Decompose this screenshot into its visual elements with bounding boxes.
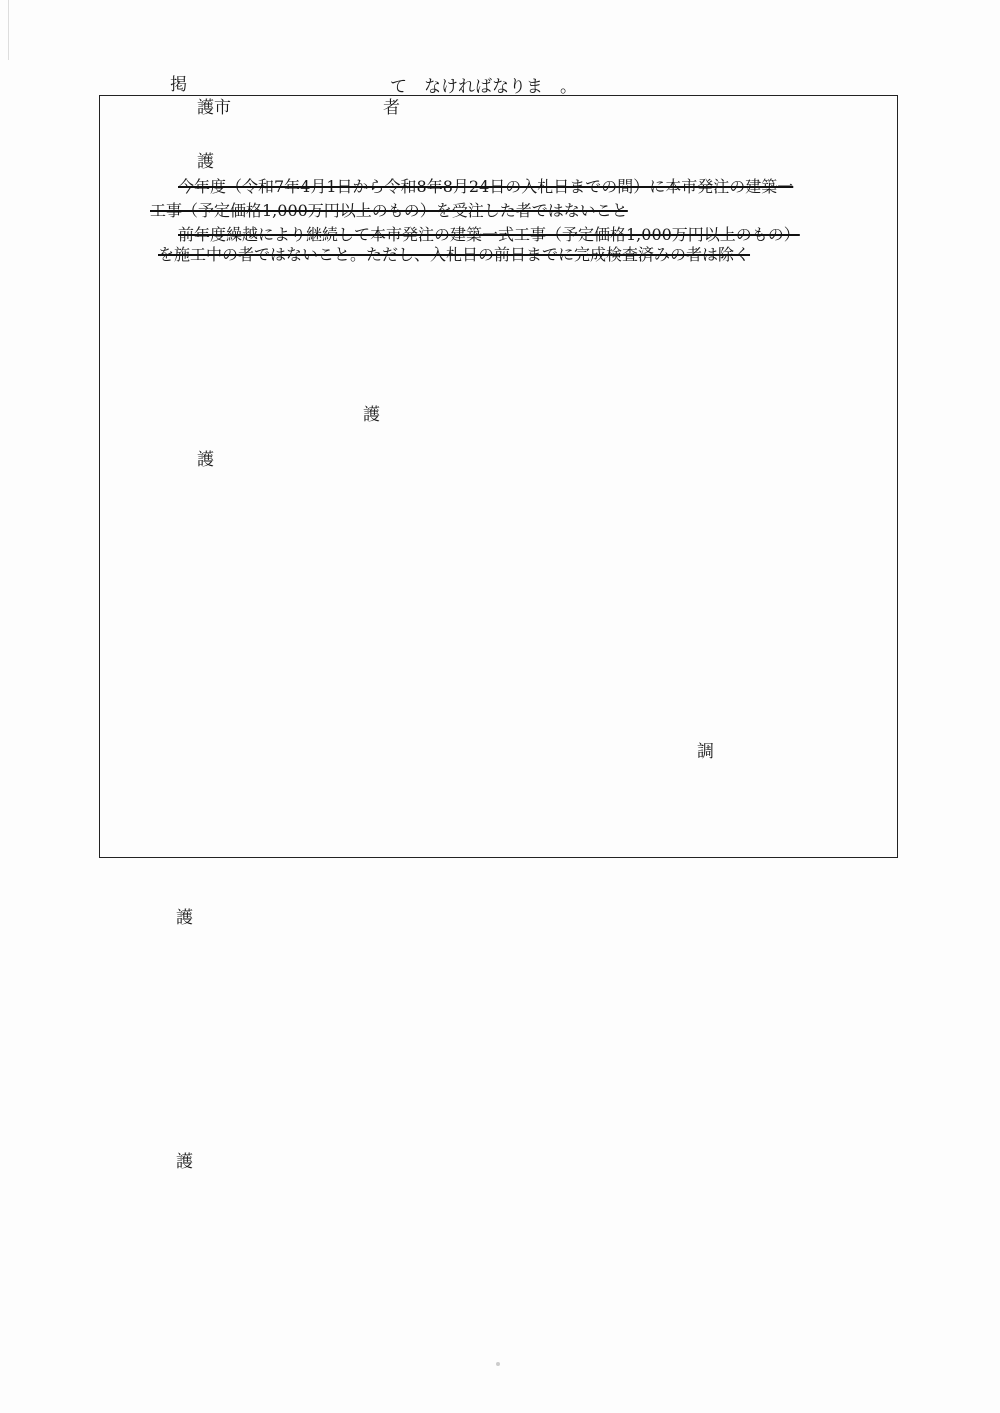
box-mark-3: 護 — [197, 450, 214, 470]
struck-condition-1b: 工事（予定価格1,000万円以上のもの）を受注した者ではないこと — [150, 201, 628, 220]
header-char: 掲 — [170, 75, 187, 95]
box-mark-2: 護 — [363, 405, 380, 425]
below-mark-2: 護 — [176, 1152, 193, 1172]
box-mark-4: 調 — [697, 742, 714, 762]
box-mark-1: 護 — [197, 152, 214, 172]
struck-condition-2b: を施工中の者ではないこと。ただし、入札日の前日までに完成検査済みの者は除く — [158, 245, 751, 264]
box-line-1b: 者 — [383, 98, 400, 118]
box-line-1a: 護市 — [197, 98, 231, 118]
scan-edge-mark — [0, 0, 9, 60]
header-fragment: て なければなりま 。 — [390, 77, 577, 97]
scan-dot-mark — [496, 1362, 500, 1366]
struck-condition-2a: 前年度繰越により継続して本市発注の建築一式工事（予定価格1,000万円以上のもの） — [178, 225, 800, 244]
struck-condition-1a: 今年度（令和7年4月1日から令和8年8月24日の入札日までの間）に本市発注の建築一 — [178, 177, 794, 196]
below-mark-1: 護 — [176, 908, 193, 928]
